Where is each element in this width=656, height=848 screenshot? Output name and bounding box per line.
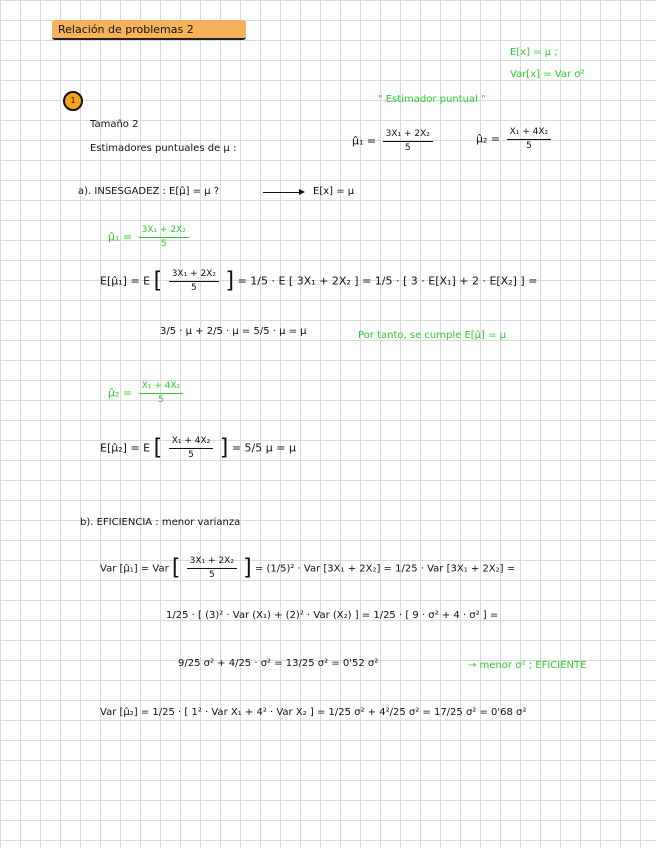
part-b-heading: b). EFICIENCIA : menor varianza (80, 517, 241, 528)
a-expectation-line-3 (100, 437, 296, 460)
a-line3-pre: E[μ̂₂] = E (100, 441, 151, 455)
right-arrow-icon (263, 192, 303, 193)
mu1-denominator: 5 (404, 143, 411, 153)
a-line1-fraction (169, 270, 219, 293)
right-bracket: ] (219, 435, 229, 461)
mu2-lhs: μ̂₂ = (476, 132, 501, 146)
mu2-definition (476, 128, 554, 151)
a-line3-post: = 5/5 μ = μ (231, 441, 296, 455)
mu2-fraction (507, 128, 552, 151)
a-mu1-denominator: 5 (160, 239, 167, 249)
a-line1-pre: E[μ̂₁] = E (100, 274, 151, 288)
mu1-definition (352, 130, 436, 153)
a-expectation-line-1 (100, 270, 537, 293)
b-variance-line-3: 9/25 σ² + 4/25 · σ² = 13/25 σ² = 0'52 σ² (178, 658, 379, 669)
b-line1-denominator: 5 (208, 570, 215, 580)
b-variance-line-1 (100, 557, 515, 580)
estimators-label: Estimadores puntuales de μ : (90, 143, 237, 154)
tamano-label: Tamaño 2 (90, 119, 139, 130)
a-line1-numerator: 3X₁ + 2X₂ (169, 270, 219, 282)
mu2-numerator: X₁ + 4X₂ (507, 128, 552, 140)
a-expectation-line-2: 3/5 · μ + 2/5 · μ = 5/5 · μ = μ (160, 326, 307, 337)
b-line1-fraction (187, 557, 237, 580)
a-mu2-denominator: 5 (158, 395, 164, 405)
a-mu1-lhs: μ̂₁ = (108, 230, 133, 244)
mu1-lhs: μ̂₁ = (352, 134, 377, 148)
b-line1-post: = (1/5)² · Var [3X₁ + 2X₂] = 1/25 · Var [3X₁ + 2X₂] = (254, 563, 516, 575)
a-line1-post: = 1/5 · E [ 3X₁ + 2X₂ ] = 1/5 · [ 3 · E[X₁] + 2 · E[X₂] ] = (237, 274, 538, 288)
a-line3-denominator: 5 (188, 450, 194, 460)
mu1-fraction (383, 130, 433, 153)
left-bracket: [ (153, 268, 163, 294)
b-line1-numerator: 3X₁ + 2X₂ (187, 557, 237, 569)
problem-number-badge: 1 (63, 91, 83, 111)
b-line1-pre: Var [μ̂₁] = Var (100, 563, 169, 575)
a-mu2-numerator: X₁ + 4X₂ (139, 382, 184, 394)
b-variance-line-4: Var [μ̂₂] = 1/25 · [ 1² · Var X₁ + 4² · Var X₂ ] = 1/25 σ² + 4²/25 σ² = 17/25 σ² = 0'68 σ² (100, 707, 527, 718)
right-bracket: ] (243, 555, 252, 581)
a-mu1-numerator: 3X₁ + 2X₂ (139, 226, 189, 238)
left-bracket: [ (171, 555, 181, 581)
part-a-heading: a). INSESGADEZ : E[μ̂] = μ ? (78, 186, 220, 197)
part-a-target: E[x] = μ (313, 186, 355, 197)
a-mu1-fraction (139, 226, 189, 249)
note-expectation: E[x] = μ ; (510, 47, 558, 58)
page-title: Relación de problemas 2 (58, 23, 194, 36)
right-bracket: ] (225, 268, 235, 294)
left-bracket: [ (153, 435, 163, 461)
a-line1-denominator: 5 (190, 283, 197, 293)
mu2-denominator: 5 (526, 141, 532, 151)
a-mu1-definition (108, 226, 192, 249)
a-mu2-lhs: μ̂₂ = (108, 386, 133, 400)
estimator-annotation: " Estimador puntual " (378, 94, 486, 105)
note-variance: Var[x] = Var σ² (510, 69, 585, 80)
b-efficiency-note: → menor σ² ; EFICIENTE (468, 660, 587, 671)
a-mu2-fraction (139, 382, 184, 405)
a-line3-numerator: X₁ + 4X₂ (169, 437, 214, 449)
a-conclusion: Por tanto, se cumple E[μ̂] = μ (358, 330, 507, 341)
a-mu2-definition (108, 382, 186, 405)
mu1-numerator: 3X₁ + 2X₂ (383, 130, 433, 142)
a-line3-fraction (169, 437, 214, 460)
b-variance-line-2: 1/25 · [ (3)² · Var (X₁) + (2)² · Var (X₂) ] = 1/25 · [ 9 · σ² + 4 · σ² ] = (166, 610, 499, 621)
